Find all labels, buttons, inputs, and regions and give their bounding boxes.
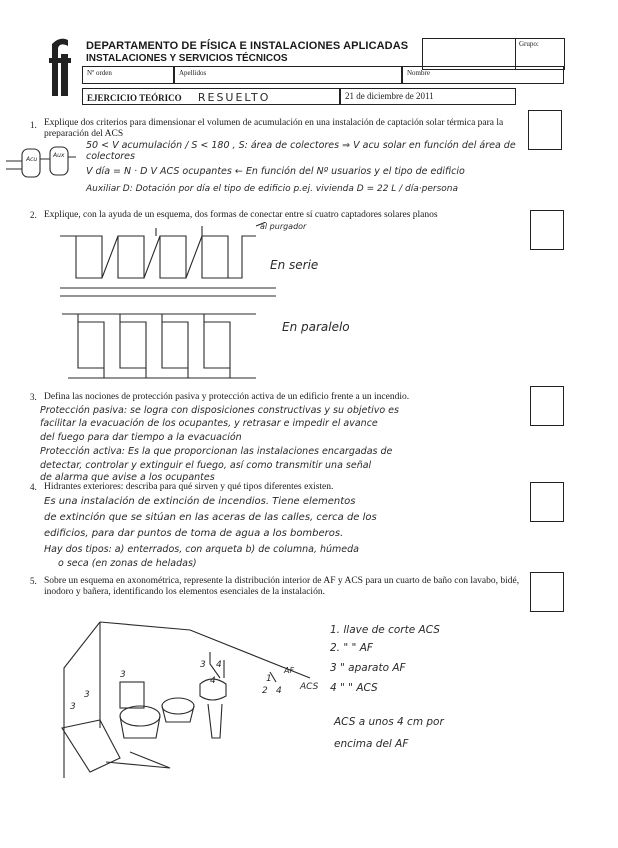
- q1-number: 1.: [30, 120, 37, 130]
- q4-number: 4.: [30, 482, 37, 492]
- name-field[interactable]: [402, 66, 564, 84]
- exam-label: EJERCICIO TEÓRICO: [87, 93, 182, 103]
- num-label: Nº orden: [87, 69, 112, 77]
- surname-field[interactable]: [174, 66, 402, 84]
- q4-answer-line3: edificios, para dar puntos de toma de agua a los bomberos.: [44, 528, 344, 539]
- surname-label: Apellidos: [179, 69, 207, 77]
- q2-collectors-diagram: [56, 222, 296, 392]
- q5-sketch-label-3c: 3: [70, 702, 76, 712]
- q1-sketch-label-aux: Aux: [53, 152, 65, 159]
- q3-answer-line3: del fuego para dar tiempo a la evacuación: [40, 432, 242, 443]
- q2-series-label: En serie: [270, 258, 319, 272]
- group-label: Grupo:: [519, 40, 539, 48]
- q1-tank-sketch: [4, 145, 78, 181]
- q5-sketch-label-af: AF: [284, 666, 295, 675]
- q1-answer-line1: 50 < V acumulación / S < 180 , S: área de colectores ⇒ V acu solar en función del área de colectores: [86, 140, 516, 162]
- q5-text: Sobre un esquema en axonométrica, represente la distribución interior de AF y ACS para un cuarto de baño con lavabo, bidé, inodoro y bañera, identificando los elementos esenciales de la instalación.: [44, 576, 520, 597]
- q2-text: Explique, con la ayuda de un esquema, dos formas de conectar entre sí cuatro captadores solares planos: [44, 210, 438, 220]
- q2-number: 2.: [30, 210, 37, 220]
- q2-parallel-label: En paralelo: [282, 320, 350, 334]
- q5-sketch-label-4c: 4: [276, 686, 282, 696]
- q5-sketch-label-acs: ACS: [300, 682, 319, 692]
- q1-sketch-label-acu: Acu: [26, 156, 38, 163]
- q4-answer-line5: o seca (en zonas de heladas): [58, 558, 197, 569]
- q4-score-box[interactable]: [530, 482, 564, 522]
- exam-status: RESUELTO: [197, 91, 271, 104]
- q1-score-box[interactable]: [528, 110, 562, 150]
- exam-date: 21 de diciembre de 2011: [345, 91, 434, 101]
- q5-sketch-label-3b: 3: [200, 660, 206, 670]
- q5-sketch-label-1: 1: [266, 674, 272, 684]
- q4-answer-line2: de extinción que se sitúan en las aceras de las calles, cerca de los: [44, 512, 377, 523]
- q3-answer-line5: detectar, controlar y extinguir el fuego, así como transmitir una señal: [40, 460, 372, 471]
- date-field: [340, 88, 516, 105]
- exam-type-field: [82, 88, 340, 105]
- q1-answer-line3: Auxiliar D: Dotación por día el tipo de edificio p.ej. vivienda D = 22 L / día·persona: [86, 184, 459, 194]
- university-logo: [48, 36, 72, 100]
- q5-legend-1: 1. llave de corte ACS: [330, 624, 440, 636]
- q3-answer-line2: facilitar la evacuación de los ocupantes, y retrasar e impedir el avance: [40, 418, 378, 429]
- q5-note-line1: ACS a unos 4 cm por: [334, 716, 444, 728]
- q3-answer-line4: Protección activa: Es la que proporcionan las instalaciones encargadas de: [40, 446, 393, 457]
- q3-answer-line6: de alarma que avise a los ocupantes: [40, 472, 215, 483]
- q5-number: 5.: [30, 576, 37, 586]
- q2-score-box[interactable]: [530, 210, 564, 250]
- q1-answer-line2: V día = N · D V ACS ocupantes ← En función del Nº usuarios y el tipo de edificio: [86, 166, 465, 177]
- q4-answer-line1: Es una instalación de extinción de incendios. Tiene elementos: [44, 496, 356, 507]
- q2-purgador-label: al purgador: [260, 222, 307, 231]
- q5-score-box[interactable]: [530, 572, 564, 612]
- name-label: Nombre: [407, 69, 430, 77]
- q3-text: Defina las nociones de protección pasiva y protección activa de un edificio frente a un incendio.: [44, 392, 410, 402]
- q5-sketch-label-4b: 4: [216, 660, 222, 670]
- q5-sketch-label-4a: 4: [210, 676, 216, 686]
- num-field[interactable]: [82, 66, 174, 84]
- q4-text: Hidrantes exteriores: describa para qué sirven y qué tipos diferentes existen.: [44, 482, 334, 492]
- q5-note-line2: encima del AF: [334, 738, 409, 750]
- q5-sketch-label-3d: 3: [84, 690, 90, 700]
- q5-legend-4: 4 " " ACS: [330, 682, 378, 694]
- q1-text: Explique dos criterios para dimensionar el volumen de acumulación en una instalación de captación solar térmica para la preparación del ACS: [44, 118, 504, 139]
- department-title: DEPARTAMENTO DE FÍSICA E INSTALACIONES APLICADAS: [86, 40, 409, 52]
- q5-legend-2: 2. " " AF: [330, 642, 373, 654]
- q4-answer-line4: Hay dos tipos: a) enterrados, con arqueta b) de columna, húmeda: [44, 544, 359, 555]
- department-subtitle: INSTALACIONES Y SERVICIOS TÉCNICOS: [86, 53, 288, 64]
- q5-sketch-label-3a: 3: [120, 670, 126, 680]
- q5-legend-3: 3 " aparato AF: [330, 662, 406, 674]
- q5-sketch-label-2: 2: [262, 686, 268, 696]
- q3-answer-line1: Protección pasiva: se logra con disposiciones constructivas y su objetivo es: [40, 405, 399, 416]
- q3-number: 3.: [30, 392, 37, 402]
